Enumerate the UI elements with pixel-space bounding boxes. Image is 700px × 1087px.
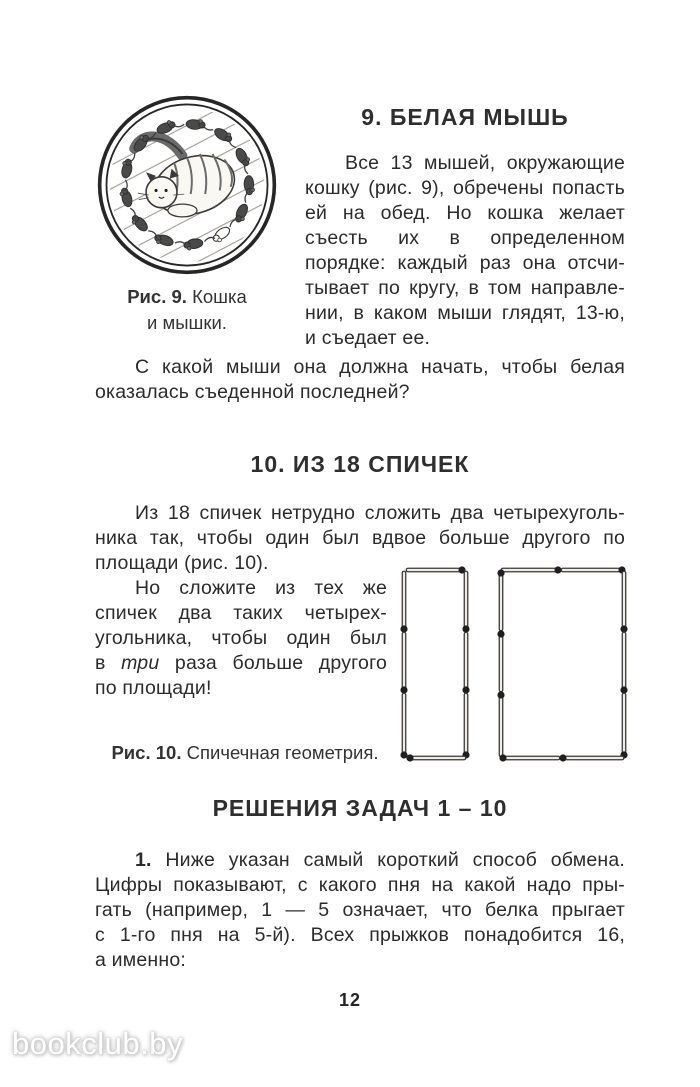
match <box>400 634 407 694</box>
match-head <box>620 625 627 632</box>
match <box>400 573 407 633</box>
match <box>559 754 622 761</box>
section-9-paragraph-1: Все 13 мышей, окружающие кошку (рис. 9), обречены попасть ей на обед. Но кошка желает съесть их в определенном порядке: каждый раз она отсчи- тывает по кругу, в том направле- нии, в каком мыши глядят, 13-ю, и съедает ее. <box>305 152 625 349</box>
match <box>620 695 627 759</box>
match <box>503 566 562 573</box>
match-head <box>497 630 504 637</box>
match <box>499 754 558 761</box>
section-9-paragraph-2: С какой мыши она должна начать, чтобы белая оказалась съеденной последней? <box>95 356 625 403</box>
section-9-heading: 9. БЕЛАЯ МЫШЬ <box>361 104 569 130</box>
figure-10-caption: Рис. 10. Спичечная геометрия. <box>111 742 379 763</box>
match-head <box>406 754 413 761</box>
cat-and-mice-illustration <box>96 94 278 276</box>
match-head <box>462 625 469 632</box>
match <box>563 566 626 573</box>
cat-and-mice-svg <box>96 94 278 276</box>
match <box>408 566 466 573</box>
section-10-heading: 10. ИЗ 18 СПИЧЕК <box>250 451 470 477</box>
match <box>462 634 469 694</box>
figure-9-caption: Рис. 9. Кошка и мышки. <box>127 286 247 333</box>
match-head <box>559 754 566 761</box>
match-head <box>554 566 561 573</box>
match <box>497 691 504 755</box>
watermark-bookclub: bookclub.by <box>12 1026 183 1061</box>
match-head <box>620 686 627 693</box>
match <box>497 630 504 690</box>
page-number: 12 <box>338 990 362 1010</box>
match-head <box>497 569 504 576</box>
solutions-paragraph-1: 1. Ниже указан самый короткий способ обмена. Цифры показывают, с какого пня на какой надо пры- гать (например, 1 — 5 означает, что белка прыгает с 1-го пня на 5-й). Всех прыжков понадобится 16, а именно: <box>95 849 625 971</box>
match <box>462 573 469 633</box>
match-head <box>462 686 469 693</box>
matchstick-svg <box>396 558 632 770</box>
match <box>620 634 627 694</box>
match <box>462 695 469 759</box>
match <box>497 569 504 629</box>
match <box>406 754 464 761</box>
matchstick-figure <box>396 558 632 770</box>
match <box>620 573 627 633</box>
match-head <box>400 686 407 693</box>
match-head <box>499 754 506 761</box>
solutions-heading: РЕШЕНИЯ ЗАДАЧ 1 – 10 <box>212 795 508 821</box>
match <box>400 695 407 759</box>
match-head <box>497 691 504 698</box>
section-10-paragraph-2: Но сложите из тех же спичек два таких четырех- угольника, чтобы один был в три раза больше другого по площади! <box>95 577 387 699</box>
section-10-paragraph-1: Из 18 спичек нетрудно сложить два четырехуголь- ника так, чтобы один был вдвое больше другого по площади (рис. 10). <box>95 502 625 574</box>
match-head <box>400 625 407 632</box>
